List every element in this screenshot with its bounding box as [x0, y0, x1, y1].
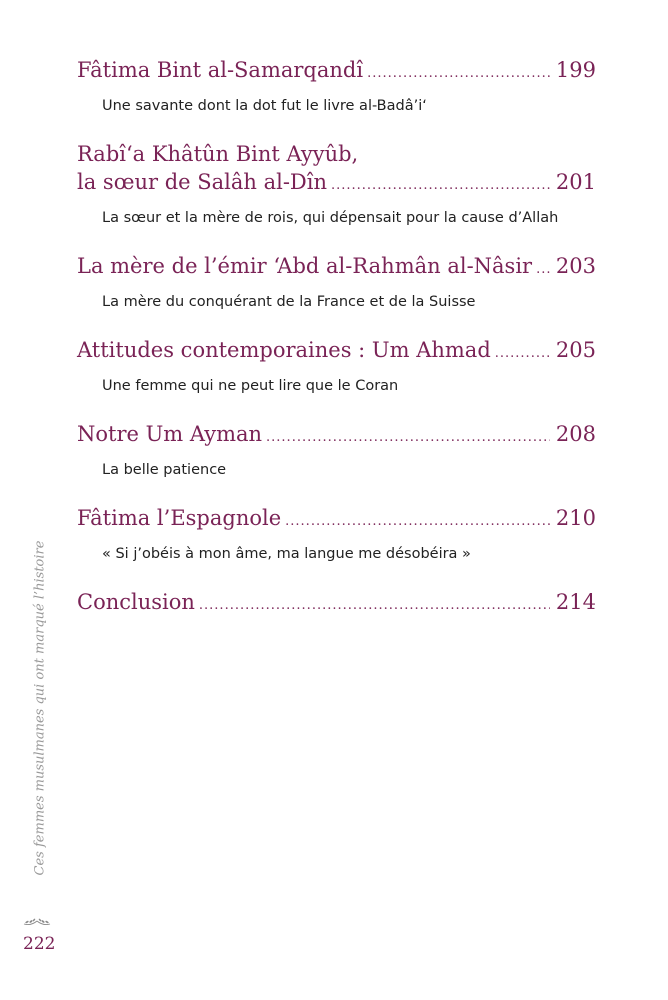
dot-leader	[331, 172, 550, 200]
toc-entry-title: la sœur de Salâh al-Dîn	[77, 170, 327, 194]
toc-entry[interactable]	[77, 504, 596, 562]
toc-entry-title: Attitudes contemporaines : Um Ahmad	[77, 338, 491, 362]
dot-leader	[536, 256, 550, 284]
dot-leader	[367, 60, 550, 88]
running-title: Ces femmes musulmanes qui ont marqué l’histoire	[32, 540, 48, 876]
toc-entry-heading	[77, 420, 596, 452]
toc-entry-heading	[77, 588, 596, 620]
toc-entry-heading	[77, 504, 596, 536]
toc-entry-heading	[77, 168, 596, 200]
page-number: 222	[23, 934, 56, 954]
table-of-contents	[77, 56, 596, 646]
toc-entry[interactable]	[77, 336, 596, 394]
toc-entry-page: 214	[555, 590, 596, 614]
toc-entry-heading	[77, 252, 596, 284]
toc-entry-title: Fâtima l’Espagnole	[77, 506, 282, 530]
dot-leader	[266, 424, 550, 452]
toc-entry-title: Fâtima Bint al-Samarqandî	[77, 58, 364, 82]
dot-leader	[495, 340, 550, 368]
toc-entry-page: 205	[555, 338, 596, 362]
toc-entry-subtitle: Une savante dont la dot fut le livre al-Badâ’i‘	[102, 98, 427, 114]
toc-entry-title: La mère de l’émir ‘Abd al-Rahmân al-Nâsir	[77, 254, 533, 278]
dot-leader	[285, 508, 550, 536]
toc-entry-page: 210	[555, 506, 596, 530]
toc-entry[interactable]	[77, 140, 596, 226]
toc-entry-heading	[77, 56, 596, 88]
toc-entry[interactable]	[77, 56, 596, 114]
toc-entry-subtitle: La belle patience	[102, 462, 227, 478]
toc-entry-title: Notre Um Ayman	[77, 422, 263, 446]
toc-entry-subtitle: « Si j’obéis à mon âme, ma langue me désobéira »	[102, 546, 471, 562]
toc-entry[interactable]	[77, 420, 596, 478]
toc-entry-subtitle: La mère du conquérant de la France et de la Suisse	[102, 294, 476, 310]
toc-entry-subtitle: Une femme qui ne peut lire que le Coran	[102, 378, 399, 394]
toc-entry-page: 201	[555, 170, 596, 194]
laurel-ornament-icon	[22, 912, 52, 928]
toc-entry-subtitle: La sœur et la mère de rois, qui dépensait pour la cause d’Allah	[102, 210, 559, 226]
toc-entry-page: 203	[555, 254, 596, 278]
toc-entry-page: 208	[555, 422, 596, 446]
toc-entry-title-line1: Rabî‘a Khâtûn Bint Ayyûb,	[77, 142, 359, 166]
toc-entry[interactable]	[77, 588, 596, 620]
toc-entry-page: 199	[555, 58, 596, 82]
toc-entry-title: Conclusion	[77, 590, 195, 614]
dot-leader	[199, 592, 550, 620]
toc-entry-heading	[77, 336, 596, 368]
toc-entry[interactable]	[77, 252, 596, 310]
